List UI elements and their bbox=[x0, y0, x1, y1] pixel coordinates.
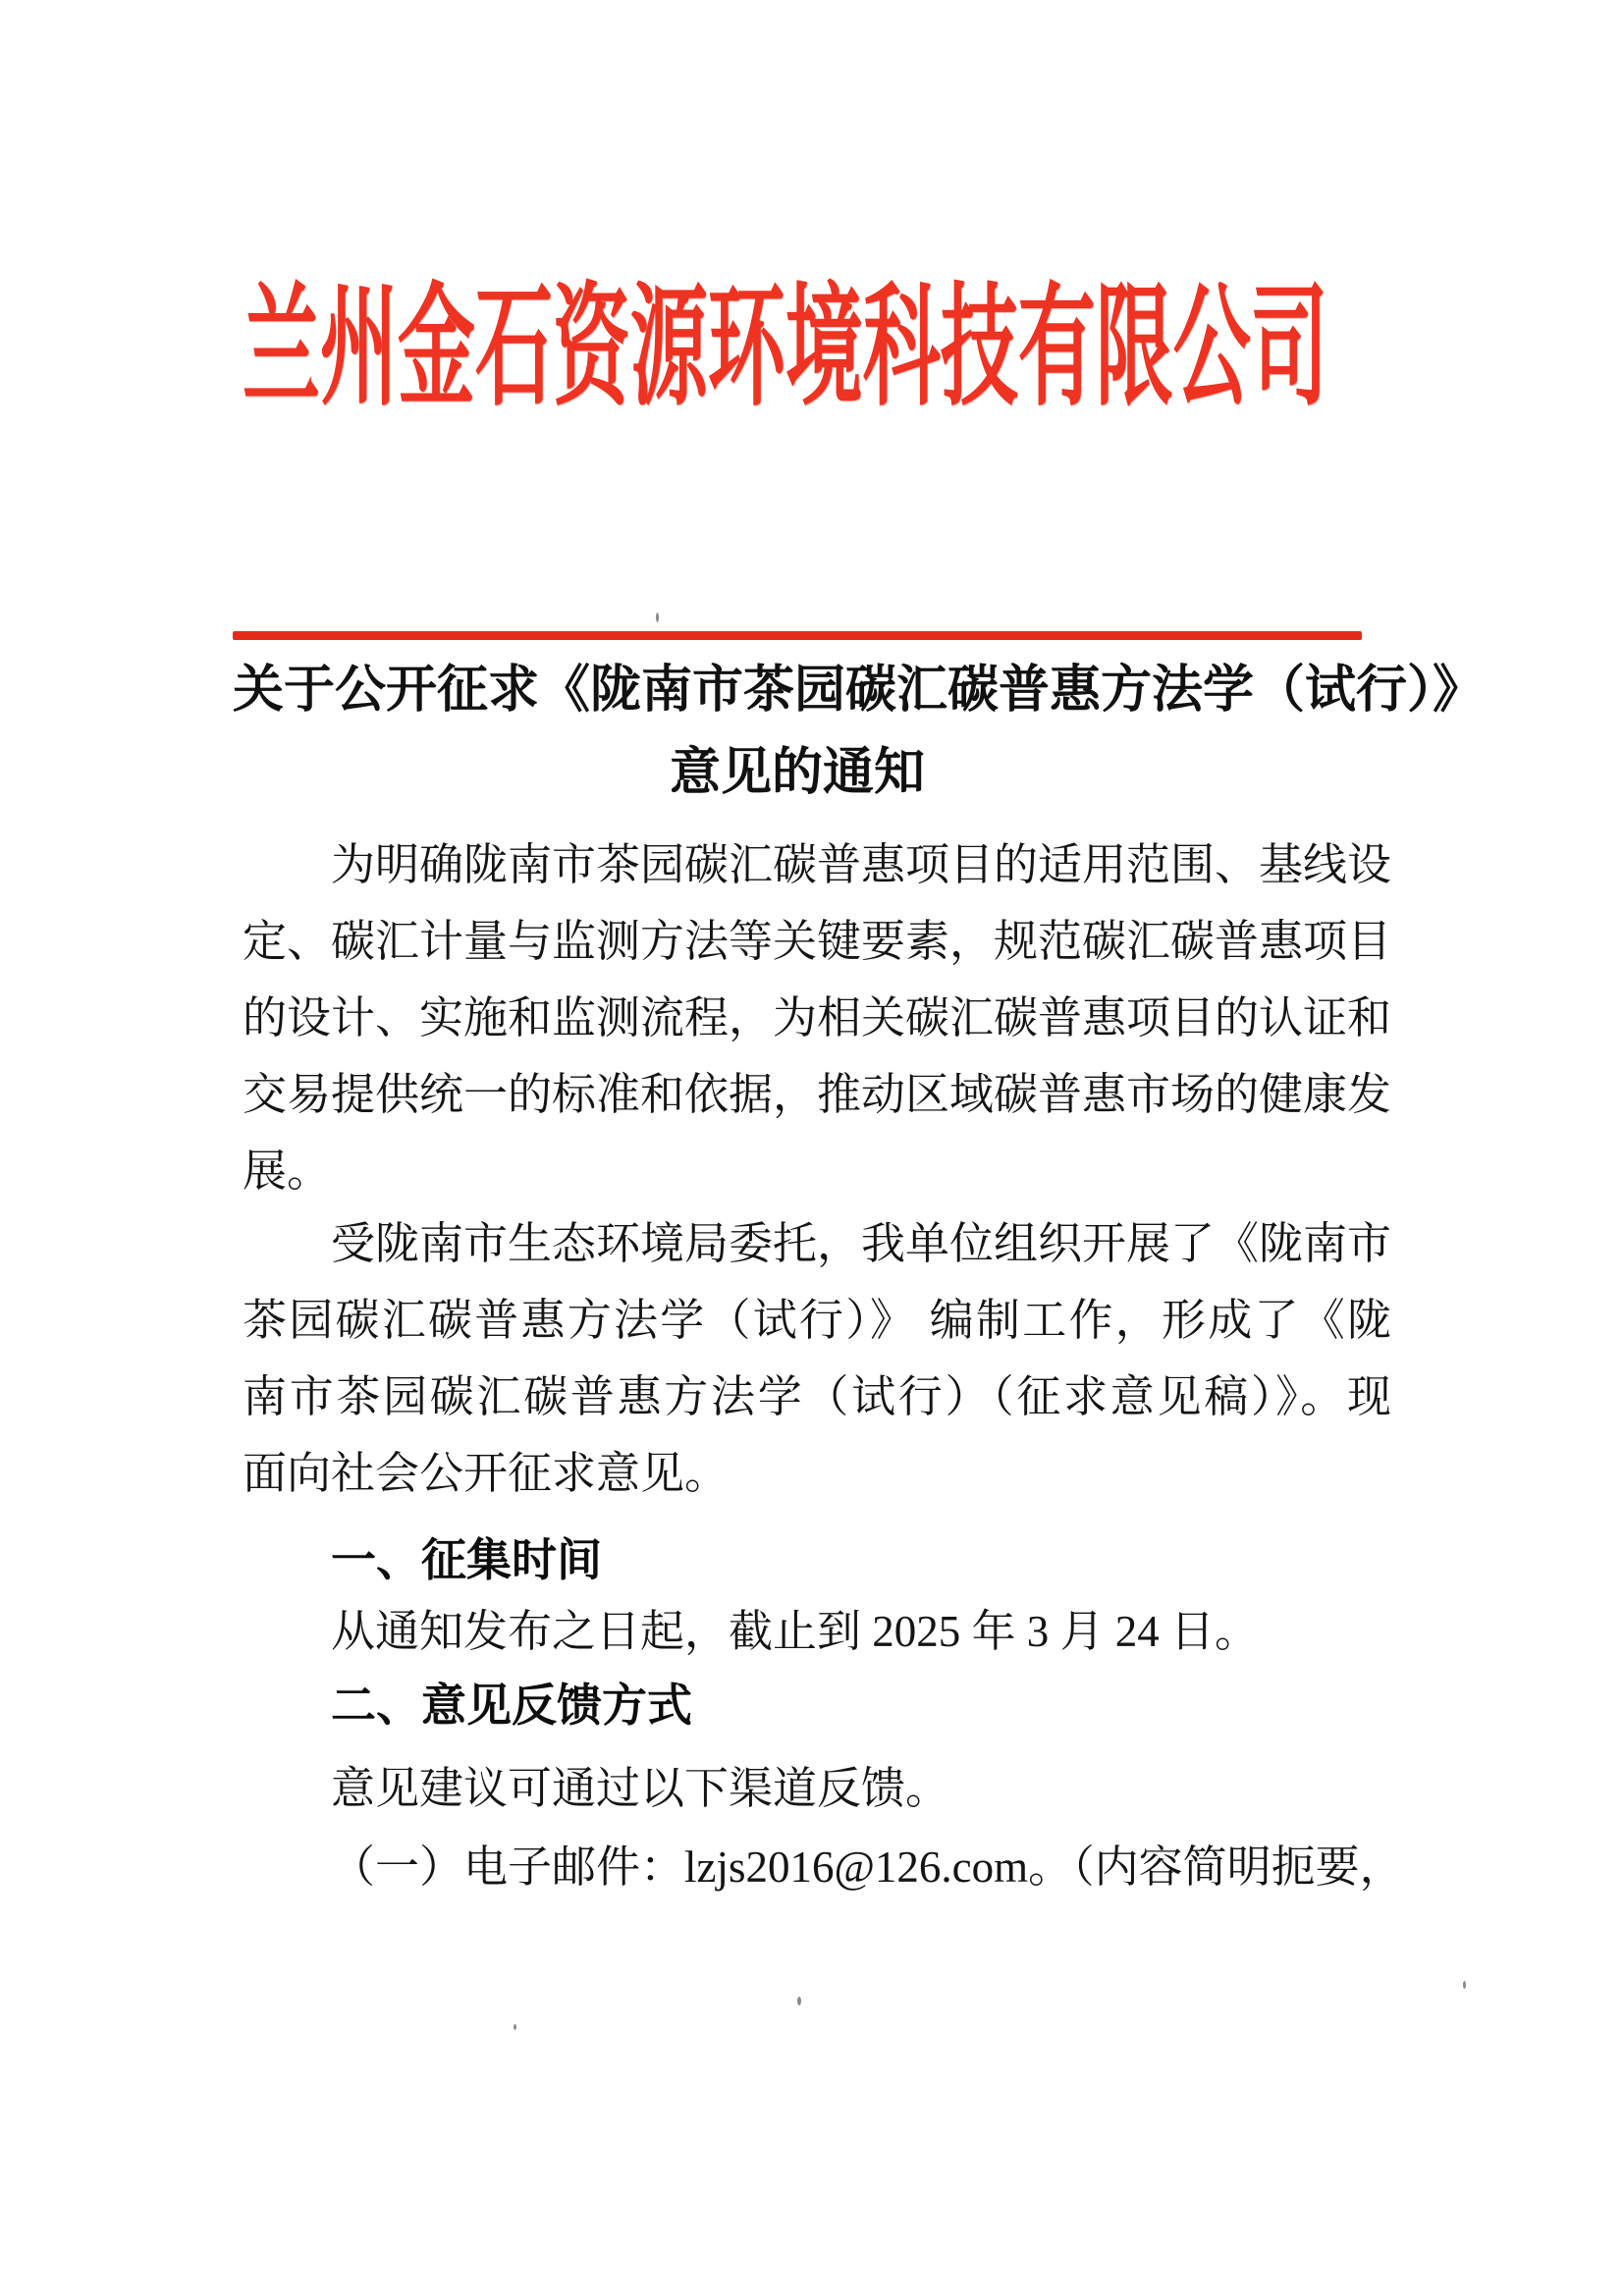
paragraph-line: 茶园碳汇碳普惠方法学（试行）》 编制工作，形成了《陇 bbox=[243, 1296, 1391, 1345]
section-2-heading: 二、意见反馈方式 bbox=[331, 1680, 692, 1731]
paragraph-line: 交易提供统一的标准和依据，推动区域碳普惠市场的健康发 bbox=[243, 1070, 1392, 1119]
section-1-heading: 一、征集时间 bbox=[331, 1534, 602, 1585]
section-2-item-1 bbox=[243, 1829, 1404, 1905]
document-title-line1: 关于公开征求《陇南市茶园碳汇碳普惠方法学（试行）》 bbox=[233, 663, 1485, 719]
section-1 bbox=[243, 1522, 1391, 1598]
letterhead bbox=[243, 273, 1623, 430]
section-2 bbox=[243, 1667, 1391, 1743]
section-1-text: 从通知发布之日起，截止到 2025 年 3 月 24 日。 bbox=[331, 1607, 1260, 1656]
scan-speck bbox=[1463, 1981, 1466, 1989]
document-title-line2: 意见的通知 bbox=[669, 745, 925, 801]
paragraph-1 bbox=[243, 827, 1391, 1209]
paragraph-line: 的设计、实施和监测流程，为相关碳汇碳普惠项目的认证和 bbox=[243, 993, 1392, 1042]
scan-speck bbox=[797, 1997, 801, 2005]
section-2-body bbox=[243, 1750, 1391, 1827]
document-title bbox=[233, 650, 1485, 815]
feedback-email-line: （一）电子邮件：lzjs2016@126.com。（内容简明扼要， bbox=[331, 1842, 1404, 1892]
paragraph-line: 受陇南市生态环境局委托，我单位组织开展了《陇南市 bbox=[331, 1219, 1392, 1268]
paragraph-2 bbox=[243, 1205, 1391, 1512]
paragraph-line: 展。 bbox=[243, 1147, 332, 1196]
scan-speck bbox=[656, 613, 659, 622]
paragraph-line: 面向社会公开征求意见。 bbox=[243, 1449, 730, 1498]
scan-speck bbox=[514, 2024, 516, 2030]
red-divider-line bbox=[233, 631, 1362, 640]
section-2-text: 意见建议可通过以下渠道反馈。 bbox=[331, 1764, 950, 1813]
section-1-body bbox=[243, 1593, 1391, 1670]
letterhead-company-name: 兰州金石资源环境科技有限公司 bbox=[243, 276, 1328, 422]
paragraph-line: 定、碳汇计量与监测方法等关键要素，规范碳汇碳普惠项目 bbox=[243, 917, 1392, 966]
paragraph-line: 为明确陇南市茶园碳汇碳普惠项目的适用范围、基线设 bbox=[331, 840, 1392, 889]
paragraph-line: 南市茶园碳汇碳普惠方法学（试行）（征求意见稿）》。现 bbox=[243, 1372, 1391, 1421]
